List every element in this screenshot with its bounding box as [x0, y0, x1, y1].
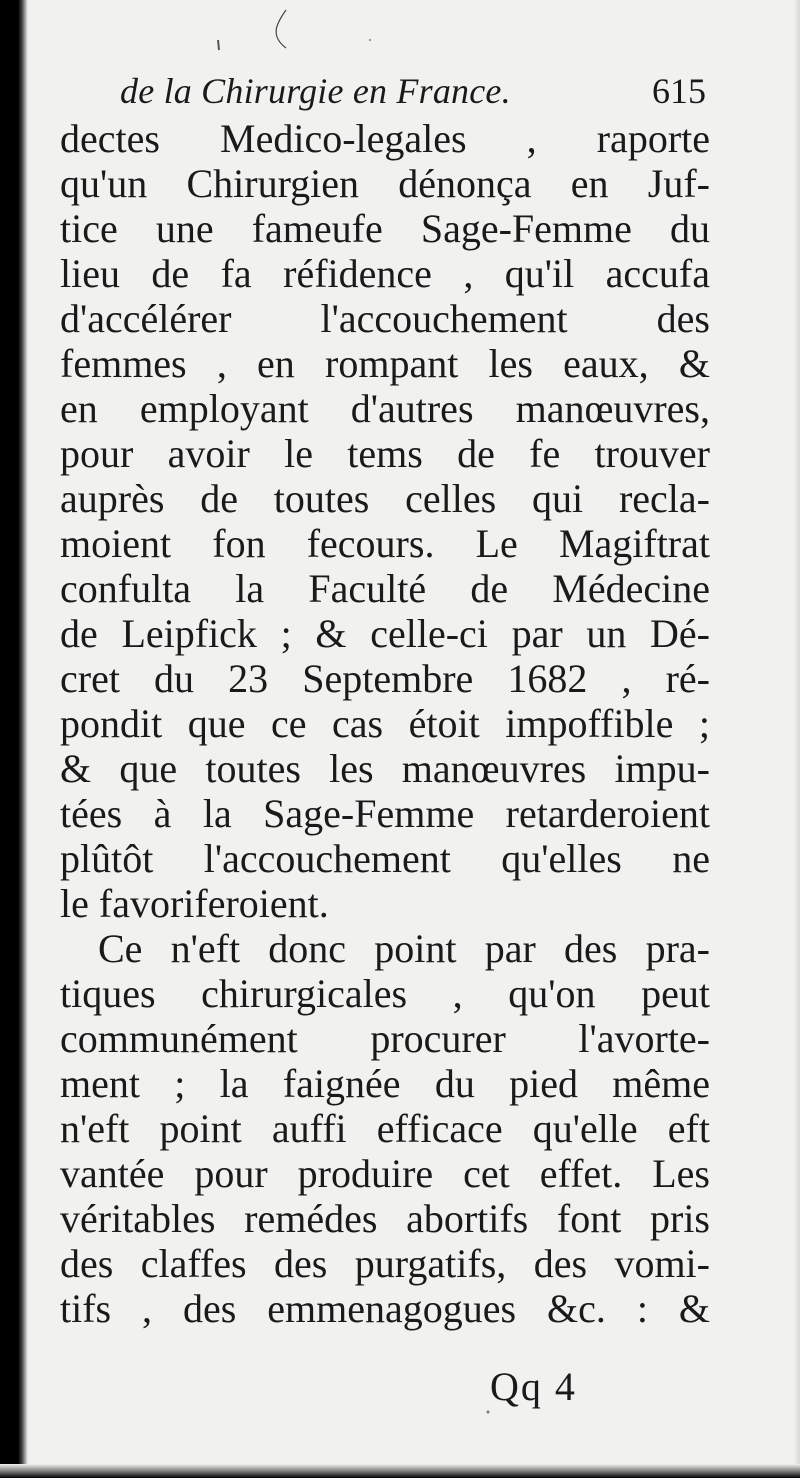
running-head	[60, 66, 710, 116]
text-line: cret du 23 Septembre 1682 , ré-	[60, 656, 710, 701]
text-line: femmes , en rompant les eaux, &	[60, 341, 710, 386]
binding-shadow	[0, 0, 28, 1478]
text-line: communément procurer l'avorte-	[60, 1016, 710, 1061]
text-line: auprès de toutes celles qui recla-	[60, 476, 710, 521]
page-number: 615	[652, 71, 706, 111]
text-line: des claffes des purgatifs, des vomi-	[60, 1241, 710, 1286]
text-line: tifs , des emmenagogues &c. : &	[60, 1286, 710, 1331]
text-line: moient fon fecours. Le Magiftrat	[60, 521, 710, 566]
text-line: & que toutes les manœuvres impu-	[60, 746, 710, 791]
text-line: le favoriferoient.	[60, 881, 329, 926]
text-line: en employant d'autres manœuvres,	[60, 386, 710, 431]
text-line: d'accélérer l'accouchement des	[60, 296, 710, 341]
body-text	[60, 116, 710, 1331]
text-line: qu'un Chirurgien dénonça en Juf-	[60, 161, 710, 206]
signature-mark: Qq 4	[490, 1364, 577, 1409]
text-line: lieu de fa réfidence , qu'il accufa	[60, 251, 710, 296]
text-line: tice une fameufe Sage-Femme du	[60, 206, 710, 251]
text-line: plûtôt l'accouchement qu'elles ne	[60, 836, 710, 881]
text-line: Ce n'eft donc point par des pra-	[98, 926, 710, 971]
text-line: véritables remédes abortifs font pris	[60, 1196, 710, 1241]
page-edge-right	[794, 0, 800, 1478]
text-line: de Leipfick ; & celle-ci par un Dé-	[60, 611, 710, 656]
text-line: confulta la Faculté de Médecine	[60, 566, 710, 611]
text-line: n'eft point auffi efficace qu'elle eft	[60, 1106, 710, 1151]
text-line: dectes Medico-legales , raporte	[60, 116, 710, 161]
page-edge-bottom	[0, 1464, 800, 1478]
text-line: pondit que ce cas étoit impoffible ;	[60, 701, 710, 746]
text-line: pour avoir le tems de fe trouver	[60, 431, 710, 476]
page-content	[60, 66, 710, 1331]
text-line: ment ; la faignée du pied même	[60, 1061, 710, 1106]
text-line: tiques chirurgicales , qu'on peut	[60, 971, 710, 1016]
running-title: de la Chirurgie en France.	[120, 71, 511, 111]
text-line: tées à la Sage-Femme retarderoient	[60, 791, 710, 836]
text-line: vantée pour produire cet effet. Les	[60, 1151, 710, 1196]
